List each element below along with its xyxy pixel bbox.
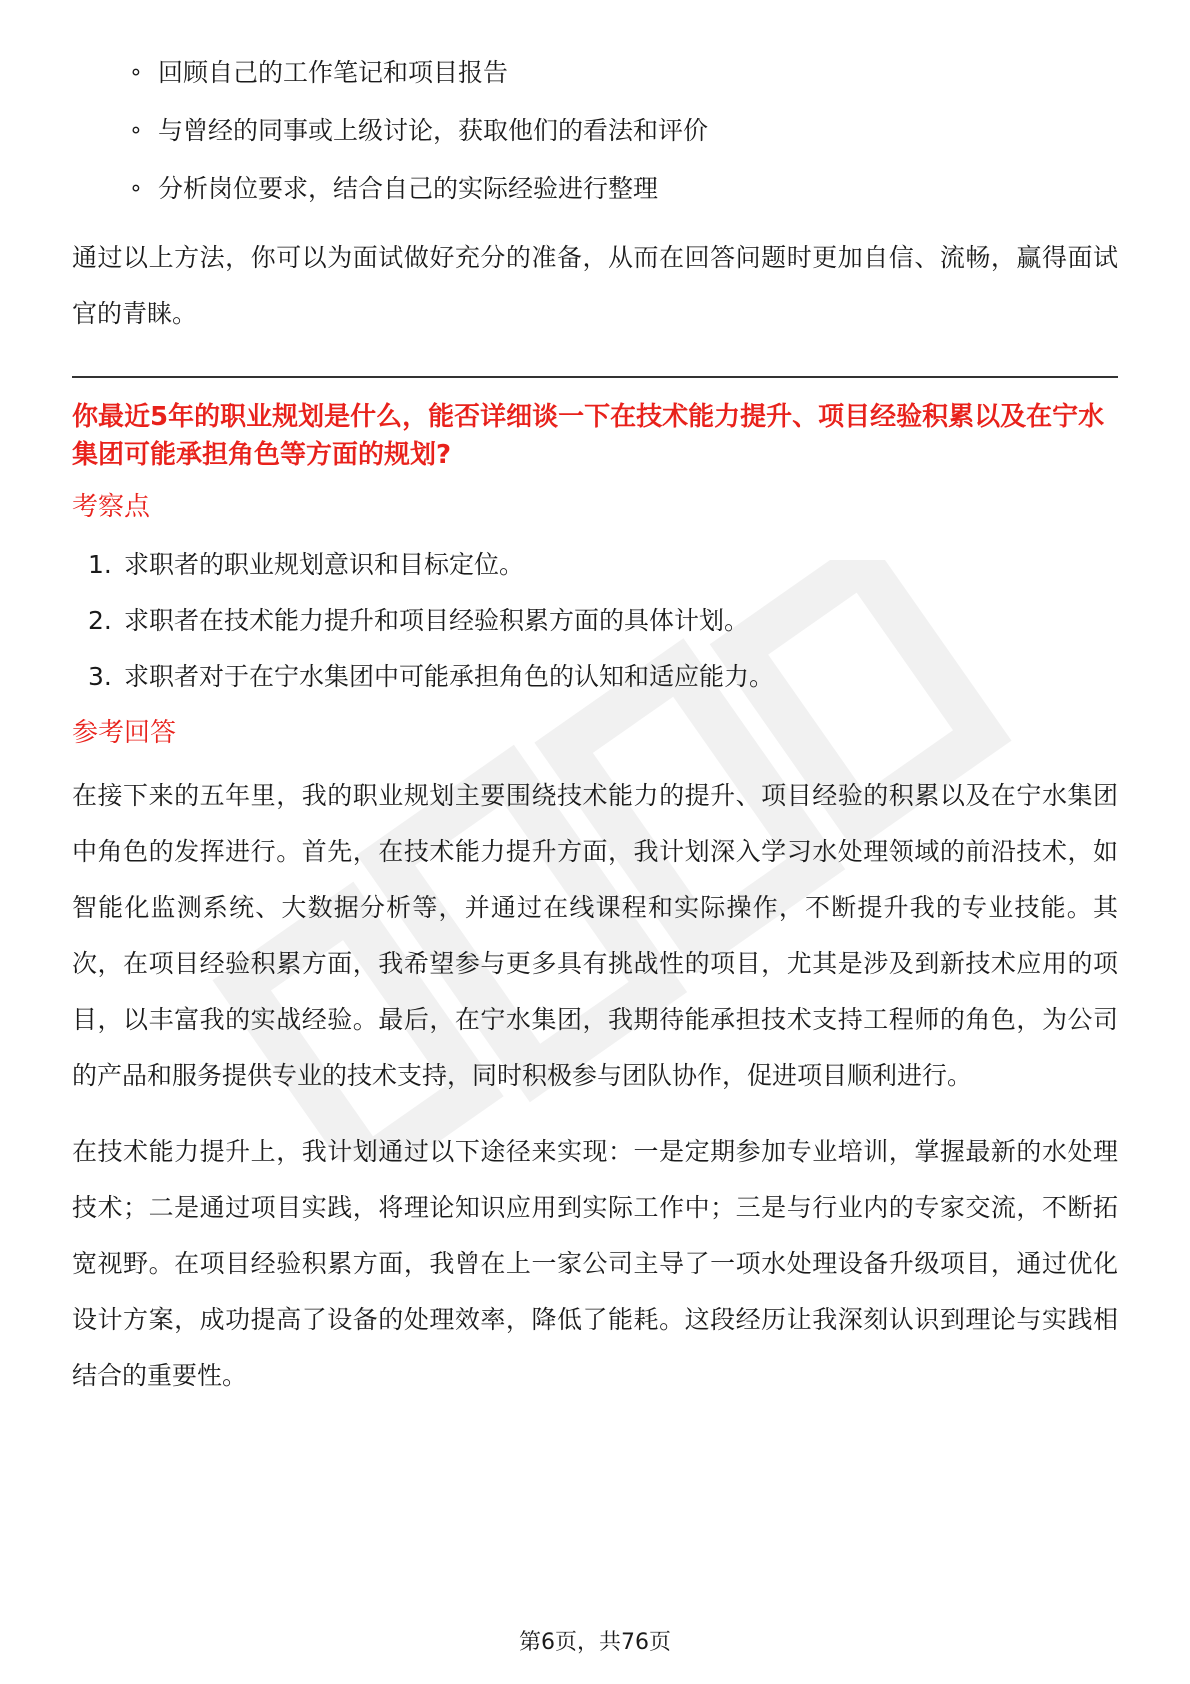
bullet-marker: ∘ xyxy=(129,176,143,201)
focus-list xyxy=(72,548,1118,694)
question-heading: 你最近5年的职业规划是什么，能否详细谈一下在技术能力提升、项目经验积累以及在宁水集团可能承担角色等方面的规划? xyxy=(72,402,1105,470)
bullet-text: 回顾自己的工作笔记和项目报告 xyxy=(158,58,509,87)
focus-item-number: 3. xyxy=(88,662,112,691)
page-footer: 第6页，共76页 xyxy=(519,1630,671,1655)
bullet-item xyxy=(129,114,1118,148)
focus-item-text: 求职者在技术能力提升和项目经验积累方面的具体计划。 xyxy=(124,606,750,635)
bullet-list xyxy=(72,56,1118,206)
answer-title: 参考回答 xyxy=(72,718,177,748)
bullet-marker: ∘ xyxy=(129,60,143,85)
bullet-item xyxy=(129,172,1118,206)
focus-item xyxy=(88,548,1118,582)
bullet-item xyxy=(129,56,1118,90)
section-divider xyxy=(72,376,1118,378)
focus-item xyxy=(88,660,1118,694)
page-content xyxy=(72,56,1118,1404)
focus-item xyxy=(88,604,1118,638)
focus-title: 考察点 xyxy=(72,492,151,522)
answer-paragraph: 在接下来的五年里，我的职业规划主要围绕技术能力的提升、项目经验的积累以及在宁水集团中角色的发挥进行。首先，在技术能力提升方面，我计划深入学习水处理领域的前沿技术，如智能化监测系统、大数据分析等，并通过在线课程和实际操作，不断提升我的专业技能。其次，在项目经验积累方面，我希望参与更多具有挑战性的项目，尤其是涉及到新技术应用的项目，以丰富我的实战经验。最后，在宁水集团，我期待能承担技术支持工程师的角色，为公司的产品和服务提供专业的技术支持，同时积极参与团队协作，促进项目顺利进行。 xyxy=(72,781,1118,1090)
bullet-marker: ∘ xyxy=(129,118,143,143)
focus-item-number: 1. xyxy=(88,550,112,579)
answer-paragraph: 在技术能力提升上，我计划通过以下途径来实现：一是定期参加专业培训，掌握最新的水处理技术；二是通过项目实践，将理论知识应用到实际工作中；三是与行业内的专家交流，不断拓宽视野。在项目经验积累方面，我曾在上一家公司主导了一项水处理设备升级项目，通过优化设计方案，成功提高了设备的处理效率，降低了能耗。这段经历让我深刻认识到理论与实践相结合的重要性。 xyxy=(72,1137,1118,1390)
bullet-text: 分析岗位要求，结合自己的实际经验进行整理 xyxy=(158,174,659,203)
intro-paragraph: 通过以上方法，你可以为面试做好充分的准备，从而在回答问题时更加自信、流畅，赢得面试官的青睐。 xyxy=(72,243,1118,328)
bullet-text: 与曾经的同事或上级讨论，获取他们的看法和评价 xyxy=(158,116,709,145)
focus-item-text: 求职者对于在宁水集团中可能承担角色的认知和适应能力。 xyxy=(124,662,775,691)
focus-item-text: 求职者的职业规划意识和目标定位。 xyxy=(124,550,525,579)
focus-item-number: 2. xyxy=(88,606,112,635)
